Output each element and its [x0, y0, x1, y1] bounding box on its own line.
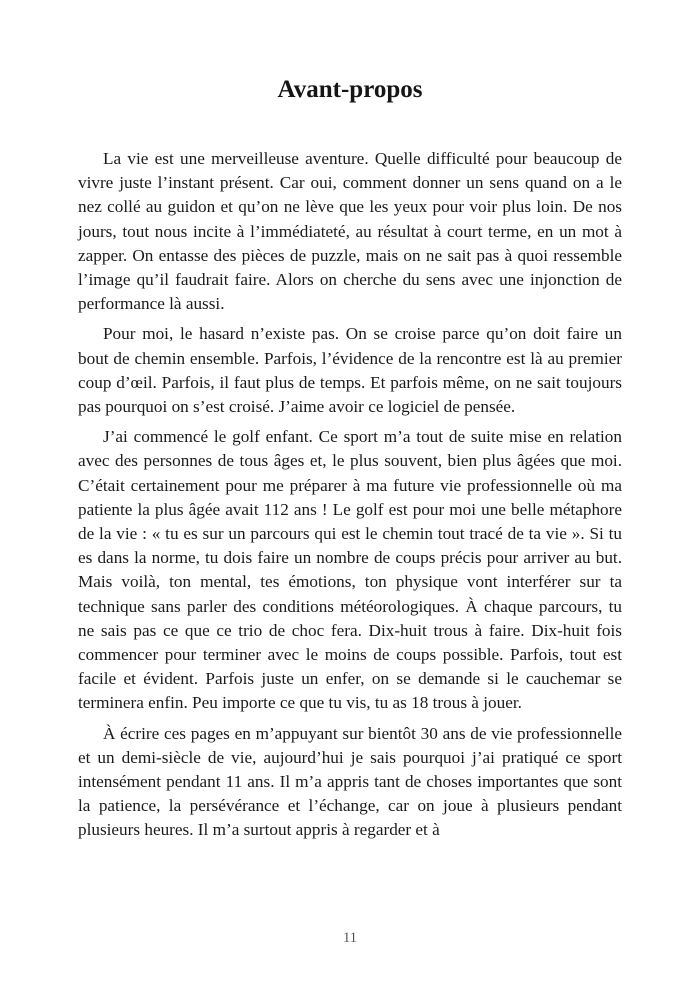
paragraph: J’ai commencé le golf enfant. Ce sport m’a tout de suite mise en relation avec des personnes de tous âges et, le plus souvent, bien plus âgées que moi. C’était certainement pour me préparer à ma future vie professionnelle où ma patiente la plus âgée avait 112 ans ! Le golf est pour moi une belle métaphore de la vie : « tu es sur un parcours qui est le chemin tout tracé de ta vie ». Si tu es dans la norme, tu dois faire un nombre de coups précis pour arriver au but. Mais voilà, ton mental, tes émotions, ton physique vont interférer sur ta technique sans parler des conditions météorologiques. À chaque parcours, tu ne sais pas ce que ce trio de choc fera. Dix-huit trous à faire. Dix-huit fois commencer pour terminer avec le moins de coups possible. Parfois, tout est facile et évident. Parfois juste un enfer, on se demande si le cauchemar se terminera enfin. Peu importe ce que tu vis, tu as 18 trous à jouer. — [78, 427, 622, 713]
paragraph: La vie est une merveilleuse aventure. Quelle difficulté pour beaucoup de vivre juste l’instant présent. Car oui, comment donner un sens quand on a le nez collé au guidon et qu’on ne lève que les yeux pour voir plus loin. De nos jours, tout nous incite à l’immédiateté, au résultat à court terme, en un mot à zapper. On entasse des pièces de puzzle, mais on ne sait pas à quoi ressemble l’image qu’il faudrait faire. Alors on cherche du sens avec une injonction de performance là aussi. — [78, 149, 622, 314]
chapter-title: Avant-propos — [277, 76, 423, 103]
paragraph: À écrire ces pages en m’appuyant sur bientôt 30 ans de vie professionnelle et un demi-siècle de vie, aujourd’hui je sais pourquoi j’ai pratiqué ce sport intensément pendant 11 ans. Il m’a appris tant de choses importantes que sont la patience, la persévérance et l’échange, car on joue à plusieurs pendant plusieurs heures. Il m’a surtout appris à regarder et à — [78, 723, 622, 840]
page-content — [78, 0, 622, 849]
page-number: 11 — [343, 930, 357, 946]
paragraph: Pour moi, le hasard n’existe pas. On se croise parce qu’on doit faire un bout de chemin ensemble. Parfois, l’évidence de la rencontre est là au premier coup d’œil. Parfois, il faut plus de temps. Et parfois même, on ne sait toujours pas pourquoi on s’est croisé. J’aime avoir ce logiciel de pensée. — [78, 324, 622, 417]
